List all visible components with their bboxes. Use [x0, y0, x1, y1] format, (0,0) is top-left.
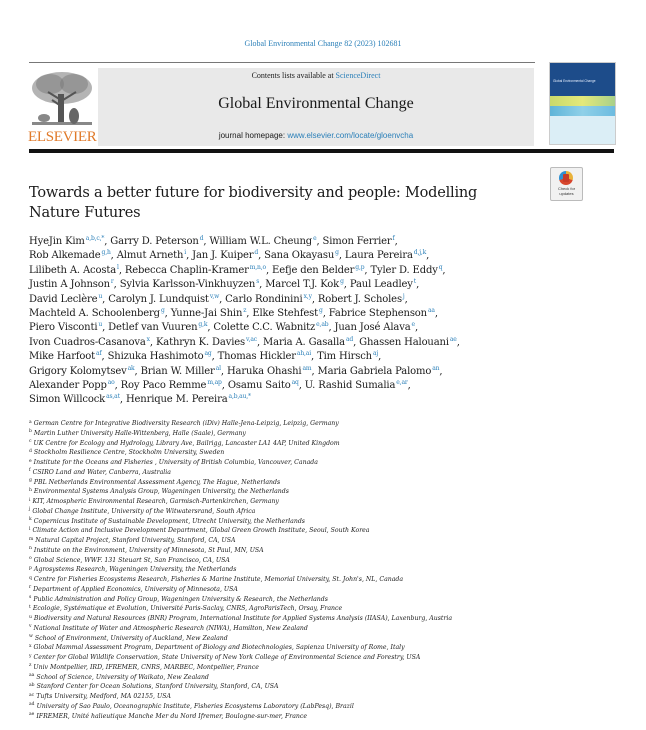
author-name[interactable]: Elke Stehfest	[252, 308, 319, 320]
elsevier-tree-icon	[30, 70, 94, 128]
journal-masthead	[98, 68, 534, 146]
author-affiliation-markers[interactable]: l	[117, 263, 119, 271]
check-updates-label	[551, 187, 582, 196]
affiliation-text: University of Sao Paulo, Oceanographic Institute, Fisheries Ecosystems Laboratory (LabPesq), Brazil	[36, 702, 354, 710]
affiliation-key: ab	[29, 682, 35, 688]
author-separator: ,	[119, 394, 126, 406]
affiliation-text: IFREMER, Unité halieutique Manche Mer du Nord Ifremer, Boulogne-sur-mer, France	[36, 712, 308, 720]
journal-homepage	[98, 131, 534, 140]
author-name[interactable]: Sylvia Karlsson-Vinkhuyzen	[119, 279, 256, 291]
author-name[interactable]: Grigory Kolomytsev	[29, 365, 127, 377]
affiliation-text: German Centre for Integrative Biodiversity Research (iDiv) Halle-Jena-Leipzig, Leipzig, Germany	[33, 420, 339, 427]
author-name[interactable]: Detlef van Vuuren	[108, 322, 198, 334]
author-row	[29, 293, 529, 307]
author-affiliation-markers[interactable]: e	[411, 321, 415, 329]
author-name[interactable]: Simon Willcock	[29, 394, 106, 406]
affiliation-item	[29, 536, 629, 546]
author-separator: ,	[203, 236, 210, 247]
author-separator: ,	[404, 293, 408, 305]
affiliation-item	[29, 526, 629, 536]
author-affiliation-markers[interactable]: g,h	[101, 249, 111, 257]
affiliation-item	[29, 682, 629, 692]
author-separator: ,	[134, 365, 141, 377]
author-separator: ,	[434, 308, 438, 320]
author-affiliation-markers[interactable]: e	[313, 235, 317, 242]
affiliation-key: ac	[29, 692, 35, 698]
affiliation-text: KIT, Atmospheric Environmental Research, Garmisch-Partenkirchen, Germany	[32, 498, 279, 505]
affiliation-item	[29, 663, 629, 673]
affiliation-item	[29, 487, 629, 497]
author-separator: ,	[211, 351, 218, 363]
author-name[interactable]: Fabrice Stephenson	[328, 308, 427, 320]
author-name[interactable]: Machteld A. Schoolenberg	[29, 308, 160, 320]
affiliation-text: PBL Netherlands Environmental Assessment Agency, The Hague, Netherlands	[33, 478, 281, 486]
cover-top-band	[550, 63, 615, 96]
affiliation-key: q	[29, 575, 32, 581]
affiliation-text: Public Administration and Policy Group, Wageningen University & Research, the Netherlands	[33, 595, 328, 603]
affiliation-item	[29, 565, 629, 575]
affiliation-key: b	[29, 429, 32, 435]
header-divider	[29, 149, 614, 153]
affiliation-key: j	[29, 507, 31, 513]
author-separator: ,	[439, 365, 443, 377]
affiliation-item	[29, 517, 629, 527]
affiliation-text: Environmental Systems Analysis Group, Wageningen University, the Netherlands	[33, 488, 289, 496]
affiliation-text: Global Change Institute, University of the Witwatersrand, South Africa	[32, 507, 256, 515]
author-affiliation-markers[interactable]: g	[335, 249, 339, 257]
author-separator: ,	[442, 264, 446, 276]
author-affiliation-markers[interactable]: as,at	[106, 393, 120, 401]
author-name[interactable]: William W.L. Cheung	[209, 236, 313, 247]
affiliation-text: Natural Capital Project, Stanford University, Stanford, CA, USA	[35, 537, 236, 544]
affiliation-key: h	[29, 487, 32, 493]
author-name[interactable]: Jan J. Kuiper	[192, 250, 254, 262]
author-separator: ,	[113, 279, 120, 291]
author-separator: ,	[104, 236, 111, 247]
author-affiliation-markers[interactable]: a,b,c,*	[85, 235, 105, 242]
author-name[interactable]: Brian W. Miller	[140, 365, 215, 377]
cover-green-band	[550, 96, 615, 106]
author-affiliation-markers[interactable]: v,ac	[246, 335, 257, 343]
affiliation-text: Stockholm Resilience Centre, Stockholm University, Sweden	[33, 449, 225, 457]
author-name[interactable]: HyeJin Kim	[29, 236, 85, 247]
author-affiliation-markers[interactable]: s	[256, 278, 260, 286]
author-row	[29, 278, 529, 292]
author-affiliation-markers[interactable]: ag	[204, 350, 212, 358]
affiliation-item	[29, 702, 629, 712]
author-name[interactable]: Rebecca Chaplin-Kramer	[124, 264, 249, 276]
author-name[interactable]: Kathryn K. Davies	[155, 336, 246, 348]
affiliation-text: Stanford Center for Ocean Solutions, Stanford University, Stanford, CA, USA	[36, 683, 279, 691]
affiliation-text: Martin Luther University Halle-Wittenberg, Halle (Saale), Germany	[33, 429, 246, 437]
affiliation-text: Agrosystems Research, Wageningen University, the Netherlands	[33, 566, 237, 574]
affiliation-key: p	[29, 565, 32, 571]
affiliation-key: v	[29, 624, 32, 630]
author-separator: ,	[118, 264, 125, 276]
affiliation-item	[29, 556, 629, 566]
affiliation-text: Department of Applied Economics, University of Minnesota, USA	[33, 585, 238, 593]
affiliation-text: Global Science, WWF. 131 Steuart St, San Francisco, CA, USA	[33, 556, 230, 564]
author-separator: ,	[311, 351, 318, 363]
author-separator: ,	[258, 250, 265, 262]
affiliation-key: x	[29, 643, 32, 649]
author-separator: ,	[219, 293, 226, 305]
author-affiliation-markers[interactable]: aa	[427, 307, 435, 315]
cover-title: Global Environmental Change	[553, 79, 596, 83]
author-name[interactable]: Marcel T.J. Kok	[265, 279, 340, 291]
affiliation-item	[29, 673, 629, 683]
author-name[interactable]: Justin A Johnson	[29, 279, 110, 291]
author-affiliation-markers[interactable]: v,w	[209, 292, 220, 300]
author-affiliation-markers[interactable]: g,p	[355, 263, 365, 271]
author-affiliation-markers[interactable]: a,b,au,*	[228, 393, 251, 401]
author-separator: ,	[298, 380, 305, 392]
author-separator: ,	[328, 322, 335, 334]
author-name[interactable]: Simon Ferrier	[322, 236, 392, 247]
author-name[interactable]: Tim Hirsch	[317, 351, 372, 363]
affiliation-text: School of Environment, University of Auckland, New Zealand	[34, 634, 228, 642]
author-row	[29, 307, 529, 321]
author-separator: ,	[407, 380, 411, 392]
affiliation-key: u	[29, 614, 32, 620]
author-affiliation-markers[interactable]: d	[199, 235, 204, 242]
author-affiliation-markers[interactable]: u	[98, 292, 103, 300]
author-affiliation-markers[interactable]: f	[392, 235, 395, 242]
author-name[interactable]: Ghassen Halouani	[359, 336, 449, 348]
author-separator: ,	[426, 250, 430, 262]
homepage-link[interactable]: www.elsevier.com/locate/gloenvcha	[287, 131, 414, 140]
author-affiliation-markers[interactable]: aj	[372, 350, 379, 358]
author-affiliation-markers[interactable]: aq	[291, 379, 299, 387]
author-name[interactable]: U. Rashid Sumalia	[304, 380, 396, 392]
author-name[interactable]: Colette C.C. Wabnitz	[213, 322, 316, 334]
author-affiliation-markers[interactable]: am	[302, 364, 312, 372]
author-separator: ,	[316, 236, 323, 247]
author-name[interactable]: Maria Gabriela Palomo	[317, 365, 432, 377]
author-separator: ,	[456, 336, 460, 348]
affiliation-item	[29, 614, 629, 624]
author-separator: ,	[186, 250, 193, 262]
author-name[interactable]: Yunne-Jai Shin	[170, 308, 243, 320]
check-for-updates-button[interactable]	[550, 167, 583, 201]
author-name[interactable]: Carolyn J. Lundquist	[108, 293, 209, 305]
journal-cover-image[interactable]	[549, 62, 616, 145]
affiliation-item	[29, 692, 629, 702]
header-top-rule	[29, 62, 535, 63]
author-separator: ,	[114, 380, 121, 392]
author-name[interactable]: Haruka Ohashi	[226, 365, 302, 377]
affiliation-text: CSIRO Land and Water, Canberra, Australia	[32, 468, 171, 476]
author-affiliation-markers[interactable]: ad	[345, 335, 354, 343]
cover-blue-band	[550, 106, 615, 116]
affiliation-key: g	[29, 478, 32, 483]
author-row	[29, 379, 529, 393]
affiliation-item	[29, 439, 629, 449]
author-separator: ,	[364, 264, 371, 276]
affiliation-key: o	[29, 556, 32, 561]
author-name[interactable]: Ivon Cuadros-Casanova	[29, 336, 146, 348]
affiliation-item	[29, 595, 629, 605]
affiliation-text: Center for Global Wildlife Conservation, State University of New York College of Environmental Science and Forestry, USA	[33, 654, 421, 661]
author-affiliation-markers[interactable]: ao	[107, 379, 115, 387]
author-separator: ,	[102, 293, 109, 305]
affiliation-item	[29, 575, 629, 585]
author-separator: ,	[414, 322, 418, 334]
affiliation-key: a	[29, 419, 32, 425]
author-name[interactable]: Osamu Saito	[227, 380, 291, 392]
affiliation-key: l	[29, 526, 31, 532]
author-affiliation-markers[interactable]: u	[98, 321, 103, 329]
author-affiliation-markers[interactable]: i	[184, 249, 187, 257]
author-row	[29, 336, 529, 350]
affiliation-key: s	[29, 595, 32, 600]
affiliation-key: z	[29, 663, 32, 669]
author-separator: ,	[311, 365, 318, 377]
affiliation-key: w	[29, 634, 33, 639]
check-updates-line1: Check for	[557, 186, 576, 191]
author-affiliation-markers[interactable]: ak	[127, 364, 135, 372]
author-affiliation-markers[interactable]: d	[254, 249, 259, 257]
author-separator: ,	[259, 279, 266, 291]
author-name[interactable]: Almut Arneth	[116, 250, 184, 262]
author-name[interactable]: Juan José Alava	[334, 322, 411, 334]
author-affiliation-markers[interactable]: ae	[449, 335, 457, 343]
article-title-line2: Nature Futures	[29, 205, 141, 221]
affiliation-item	[29, 712, 629, 722]
affiliation-list	[29, 419, 629, 721]
author-affiliation-markers[interactable]: q	[438, 263, 443, 271]
affiliation-key: ae	[29, 712, 35, 717]
author-name[interactable]: Tyler D. Eddy	[370, 264, 438, 276]
affiliation-text: Institute on the Environment, University of Minnesota, St Paul, MN, USA	[33, 546, 264, 554]
affiliation-text: National Institute of Water and Atmospheric Research (NIWA), Hamilton, New Zealand	[33, 624, 308, 632]
affiliation-key: n	[29, 546, 32, 552]
affiliation-key: d	[29, 448, 32, 454]
contents-available	[98, 71, 534, 80]
author-row	[29, 235, 529, 249]
author-name[interactable]: Shizuka Hashimoto	[107, 351, 204, 363]
author-affiliation-markers[interactable]: x,y	[303, 292, 312, 300]
affiliation-key: m	[29, 536, 34, 542]
author-name[interactable]: Carlo Rondinini	[225, 293, 303, 305]
check-updates-line2: updates	[559, 190, 574, 196]
author-name[interactable]: Eefje den Belder	[272, 264, 355, 276]
author-name[interactable]: Rob Alkemade	[29, 250, 101, 262]
author-affiliation-markers[interactable]: af	[96, 350, 102, 358]
author-name[interactable]: Piero Visconti	[29, 322, 98, 334]
affiliation-text: Tufts University, Medford, MA 02155, USA	[36, 693, 171, 700]
author-separator: ,	[110, 250, 117, 262]
author-affiliation-markers[interactable]: an	[432, 364, 440, 372]
author-affiliation-markers[interactable]: ah,ai	[296, 350, 311, 358]
elsevier-wordmark: ELSEVIER	[28, 129, 97, 145]
affiliation-key: aa	[29, 673, 35, 678]
author-affiliation-markers[interactable]: t	[413, 278, 417, 286]
author-row	[29, 365, 529, 379]
author-name[interactable]: Henrique M. Pereira	[125, 394, 228, 406]
author-separator: ,	[265, 264, 273, 276]
affiliation-key: e	[29, 458, 32, 464]
author-separator: ,	[101, 351, 108, 363]
contents-prefix: Contents lists available at	[251, 71, 336, 80]
author-separator: ,	[149, 336, 156, 348]
affiliation-text: Centre for Fisheries Ecosystems Research, Fisheries & Marine Institute, Memorial University, St. John's, NL, Canada	[33, 576, 404, 583]
author-affiliation-markers[interactable]: m,n,o	[249, 263, 266, 271]
journal-title: Global Environmental Change	[218, 95, 414, 112]
elsevier-logo[interactable]	[28, 68, 96, 146]
author-separator: ,	[338, 250, 345, 262]
author-separator: ,	[416, 279, 420, 291]
affiliation-item	[29, 643, 629, 653]
author-name[interactable]: Paul Leadley	[349, 279, 413, 291]
author-row	[29, 249, 529, 263]
author-name[interactable]: David Leclère	[29, 293, 98, 305]
article-title	[29, 183, 509, 223]
affiliation-item	[29, 634, 629, 644]
affiliation-key: f	[29, 468, 31, 474]
author-row	[29, 264, 529, 278]
affiliation-text: Biodiversity and Natural Resources (BNR) Program, International Institute for Applied Systems Analysis (IIASA), Laxenburg, Austria	[33, 615, 453, 622]
author-separator: ,	[394, 236, 398, 247]
author-name[interactable]: Sana Okayasu	[264, 250, 335, 262]
author-name[interactable]: Lilibeth A. Acosta	[29, 264, 117, 276]
author-name[interactable]: Alexander Popp	[29, 380, 107, 392]
author-name[interactable]: Mike Harfoot	[29, 351, 96, 363]
author-separator: ,	[221, 380, 228, 392]
homepage-prefix: journal homepage:	[218, 131, 288, 140]
author-separator: ,	[353, 336, 360, 348]
author-separator: ,	[102, 322, 109, 334]
author-affiliation-markers[interactable]: r	[110, 278, 114, 286]
author-name[interactable]: Thomas Hickler	[217, 351, 296, 363]
author-affiliation-markers[interactable]: d,j,k	[413, 249, 427, 257]
affiliation-item	[29, 448, 629, 458]
author-separator: ,	[246, 308, 253, 320]
affiliation-key: i	[29, 497, 31, 503]
author-name[interactable]: Garry D. Peterson	[110, 236, 199, 247]
author-affiliation-markers[interactable]: x	[146, 335, 150, 343]
affiliation-item	[29, 419, 629, 429]
affiliation-item	[29, 546, 629, 556]
affiliation-key: k	[29, 517, 32, 522]
affiliation-item	[29, 604, 629, 614]
author-affiliation-markers[interactable]: m,ap	[207, 379, 222, 387]
author-affiliation-markers[interactable]: z	[243, 307, 247, 315]
affiliation-item	[29, 507, 629, 517]
affiliation-text: Ecologie, Systématique et Evolution, Université Paris-Saclay, CNRS, AgroParisTech, Orsay, France	[32, 605, 343, 613]
affiliation-text: Climate Action and Inclusive Development Department, Global Green Growth Institute, Seoul, South Korea	[32, 527, 370, 535]
author-affiliation-markers[interactable]: e,ab	[316, 321, 329, 329]
affiliation-item	[29, 429, 629, 439]
sciencedirect-link[interactable]: ScienceDirect	[335, 71, 381, 80]
affiliation-item	[29, 653, 629, 663]
affiliation-item	[29, 478, 629, 488]
author-row	[29, 350, 529, 364]
author-separator: ,	[207, 322, 214, 334]
author-affiliation-markers[interactable]: g	[319, 307, 323, 315]
author-separator: ,	[256, 336, 264, 348]
journal-citation[interactable]: Global Environmental Change 82 (2023) 102681	[244, 39, 402, 48]
affiliation-key: r	[29, 585, 32, 591]
affiliation-key: c	[29, 439, 32, 444]
author-row	[29, 321, 529, 335]
affiliation-item	[29, 497, 629, 507]
affiliation-item	[29, 458, 629, 468]
cover-bottom-band	[550, 116, 615, 144]
article-title-line1: Towards a better future for biodiversity and people: Modelling	[29, 185, 478, 201]
author-name[interactable]: Laura Pereira	[344, 250, 413, 262]
author-affiliation-markers[interactable]: g,k	[198, 321, 208, 329]
author-affiliation-markers[interactable]: g	[340, 278, 344, 286]
affiliation-text: Copernicus Institute of Sustainable Development, Utrecht University, the Netherlands	[33, 517, 305, 525]
author-separator: ,	[311, 293, 318, 305]
affiliation-text: UK Centre for Ecology and Hydrology, Library Ave, Bailrigg, Lancaster LA1 4AP, United Kingdom	[33, 439, 340, 447]
affiliation-key: y	[29, 653, 32, 659]
affiliation-item	[29, 624, 629, 634]
author-separator: ,	[322, 308, 329, 320]
affiliation-text: Univ Montpellier, IRD, IFREMER, CNRS, MARBEC, Montpellier, France	[33, 663, 259, 671]
affiliation-key: t	[29, 604, 31, 610]
author-separator: ,	[343, 279, 350, 291]
author-separator: ,	[378, 351, 382, 363]
author-name[interactable]: Robert J. Scholes	[317, 293, 402, 305]
author-affiliation-markers[interactable]: al	[215, 364, 221, 372]
affiliation-text: Institute for the Oceans and Fisheries , University of British Columbia, Vancouver, Canada	[33, 459, 318, 466]
author-name[interactable]: Maria A. Gasalla	[263, 336, 345, 348]
affiliation-text: School of Science, University of Waikato, New Zealand	[36, 673, 209, 681]
affiliation-key: ad	[29, 702, 35, 708]
affiliation-item	[29, 468, 629, 478]
crossmark-icon	[559, 171, 573, 185]
author-affiliation-markers[interactable]: g	[160, 307, 165, 315]
author-list	[29, 235, 529, 408]
author-separator: ,	[220, 365, 227, 377]
author-affiliation-markers[interactable]: e,ar	[396, 379, 408, 387]
affiliation-item	[29, 585, 629, 595]
author-separator: ,	[164, 308, 171, 320]
author-row	[29, 393, 529, 407]
affiliation-text: Global Mammal Assessment Program, Department of Biology and Biotechnologies, Sapienza University of Rome, Italy	[33, 644, 405, 652]
author-name[interactable]: Roy Paco Remme	[120, 380, 207, 392]
author-affiliation-markers[interactable]: j	[402, 292, 405, 300]
